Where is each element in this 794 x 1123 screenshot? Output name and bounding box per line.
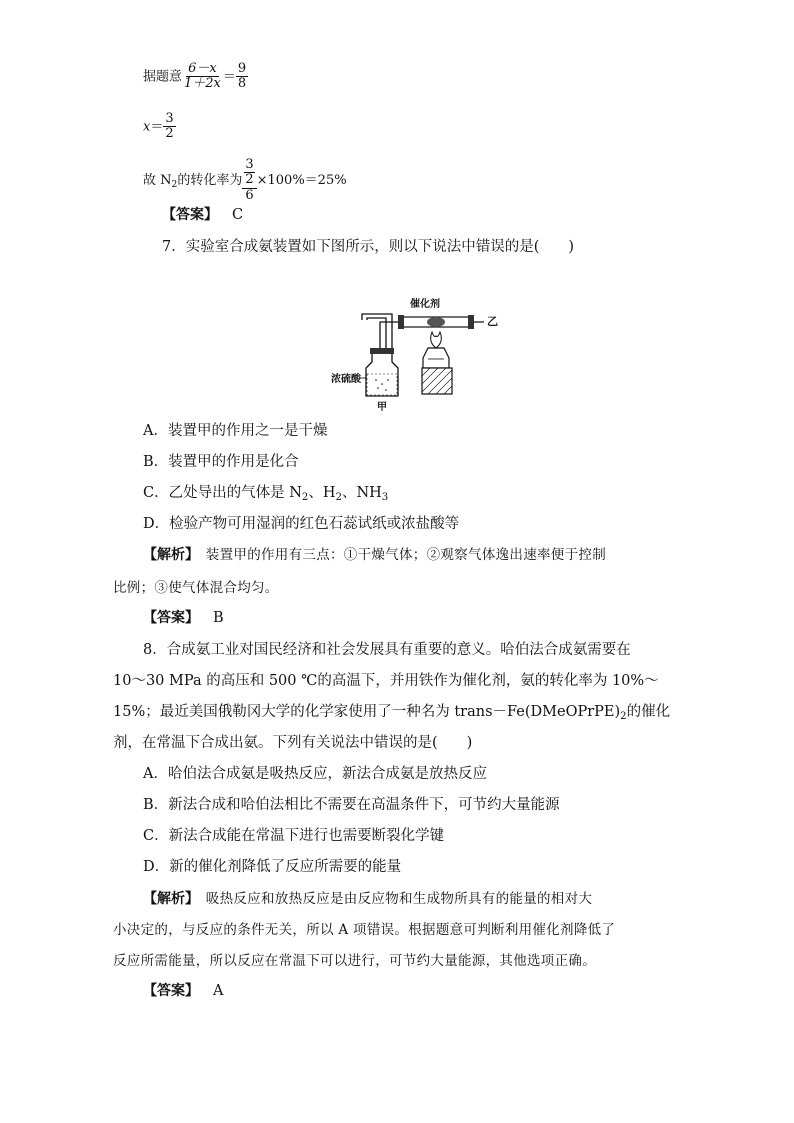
acid-label: 浓硫酸 bbox=[331, 374, 361, 385]
catalyst-lump bbox=[427, 317, 445, 327]
fraction bbox=[163, 112, 175, 142]
subscript: 3 bbox=[381, 492, 389, 503]
text: ×100%＝25% bbox=[256, 172, 347, 188]
solution-x-value bbox=[143, 112, 176, 142]
analysis-line-2: 比例；③使气体混合均匀。 bbox=[113, 580, 279, 596]
analysis-line-3: 反应所需能量，所以反应在常温下可以进行，可节约大量能源，其他选项正确。 bbox=[113, 953, 596, 969]
fraction-denominator: 1＋2x bbox=[184, 76, 221, 92]
inner-denominator: 2 bbox=[245, 172, 254, 188]
answer-line bbox=[143, 980, 223, 1000]
answer-line bbox=[162, 204, 243, 224]
equals-sign: ＝ bbox=[222, 69, 236, 85]
fraction-numerator: 9 bbox=[237, 61, 247, 76]
fraction-denominator: 6 bbox=[245, 187, 254, 203]
fraction bbox=[236, 62, 248, 92]
answer-value: C bbox=[232, 207, 244, 223]
fraction-numerator bbox=[242, 158, 256, 189]
question-8-stem-line-1: 8．合成氨工业对国民经济和社会发展具有重要的意义。哈伯法合成氨需要在 bbox=[143, 642, 631, 658]
fraction-denominator: 8 bbox=[237, 76, 247, 92]
analysis-text: 吸热反应和放热反应是由反应物和生成物所具有的能量的相对大 bbox=[192, 891, 593, 907]
equation-prefix: 据题意 bbox=[143, 69, 183, 85]
catalyst-label: 催化剂 bbox=[410, 299, 440, 310]
answer-line bbox=[143, 607, 224, 627]
question-8-stem-line-2: 10～30 MPa 的高压和 500 ℃的高温下，并用铁作为催化剂，氨的转化率为 10%～ bbox=[113, 673, 659, 689]
option-d: D．检验产物可用湿润的红色石蕊试纸或浓盐酸等 bbox=[143, 516, 460, 532]
wash-bottle bbox=[366, 352, 398, 396]
subscript: 2 bbox=[301, 492, 309, 503]
option-b: B．装置甲的作用是化合 bbox=[143, 454, 299, 470]
fraction-numerator: 3 bbox=[165, 111, 174, 126]
subscript: 2 bbox=[335, 492, 342, 503]
question-8-stem-line-4: 剂，在常温下合成出氨。下列有关说法中错误的是( ) bbox=[113, 735, 473, 751]
analysis-line-1 bbox=[143, 887, 592, 908]
option-a: A．哈伯法合成氨是吸热反应，新法合成氨是放热反应 bbox=[143, 766, 487, 782]
alcohol-lamp bbox=[423, 348, 449, 368]
solution-conversion-line bbox=[143, 158, 347, 203]
text: C．乙处导出的气体是 N bbox=[143, 485, 302, 501]
answer-label: 【答案】 bbox=[143, 983, 199, 999]
analysis-line-1 bbox=[143, 543, 606, 564]
option-d: D．新的催化剂降低了反应所需要的能量 bbox=[143, 859, 402, 875]
inlet-tube-2 bbox=[367, 318, 386, 352]
text: 、H bbox=[308, 485, 336, 501]
option-c bbox=[143, 481, 388, 503]
fraction bbox=[182, 62, 223, 92]
analysis-label: 【解析】 bbox=[143, 891, 192, 907]
question-7-stem: 7．实验室合成氨装置如下图所示，则以下说法中错误的是( ) bbox=[162, 239, 575, 255]
answer-value: A bbox=[213, 983, 224, 999]
solution-equation-line bbox=[143, 62, 248, 92]
analysis-line-2: 小决定的，与反应的条件无关，所以 A 项错误。根据题意可判断利用催化剂降低了 bbox=[113, 922, 616, 938]
text: 的转化率为 bbox=[177, 172, 243, 188]
subscript: 2 bbox=[620, 711, 627, 722]
option-a: A．装置甲的作用之一是干燥 bbox=[143, 423, 328, 439]
compound-fraction bbox=[242, 158, 256, 203]
option-b: B．新法合成和哈伯法相比不需要在高温条件下，可节约大量能源 bbox=[143, 797, 560, 813]
fraction-denominator: 2 bbox=[165, 126, 174, 142]
text: 15%；最近美国俄勒冈大学的化学家使用了一种名为 trans－Fe(DMeOPrPE) bbox=[113, 704, 621, 720]
analysis-label: 【解析】 bbox=[143, 547, 192, 563]
text: 、NH bbox=[341, 485, 382, 501]
yi-label: 乙 bbox=[487, 315, 498, 328]
text: 的催化 bbox=[626, 704, 671, 720]
inner-numerator: 3 bbox=[245, 157, 254, 172]
flame bbox=[431, 332, 442, 348]
equals-sign: ＝ bbox=[150, 119, 164, 135]
stopper-right bbox=[468, 315, 474, 329]
bottle-stopper bbox=[370, 348, 394, 354]
option-c: C．新法合成能在常温下进行也需要断裂化学键 bbox=[143, 828, 445, 844]
answer-label: 【答案】 bbox=[162, 207, 218, 223]
stopper-left bbox=[398, 315, 404, 329]
subscript: 2 bbox=[171, 179, 178, 190]
jia-label: 甲 bbox=[377, 402, 387, 413]
answer-value: B bbox=[213, 610, 224, 626]
variable: x bbox=[143, 119, 151, 135]
fraction-numerator: 6－x bbox=[188, 61, 217, 76]
analysis-text: 装置甲的作用有三点：①干燥气体；②观察气体逸出速率便于控制 bbox=[192, 547, 606, 563]
text: 故 N bbox=[143, 172, 172, 188]
question-8-stem-line-3 bbox=[113, 700, 670, 722]
answer-label: 【答案】 bbox=[143, 610, 199, 626]
